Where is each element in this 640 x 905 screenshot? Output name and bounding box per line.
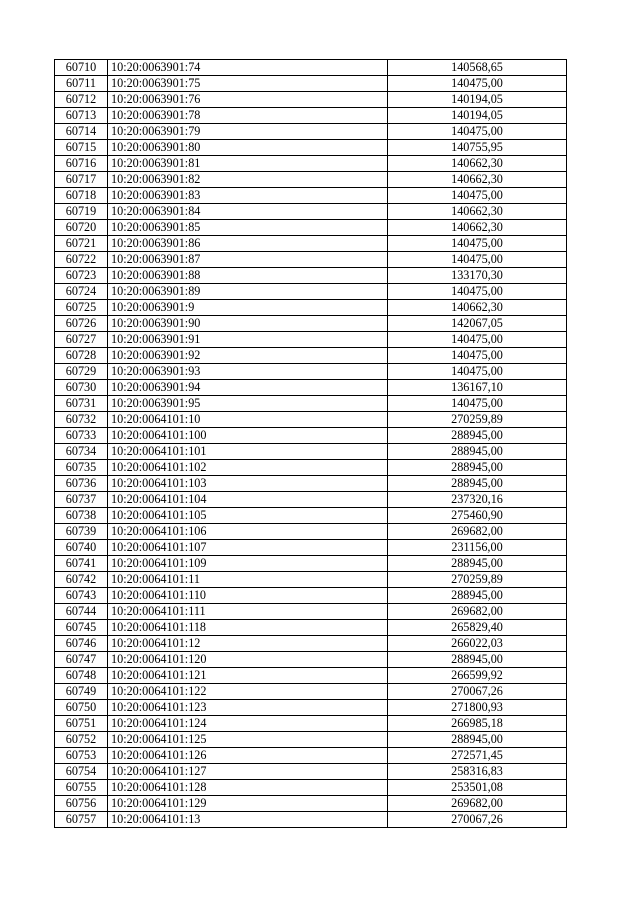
cadastral-number-cell: 10:20:0063901:84: [108, 204, 388, 220]
cadastral-value-cell: 270259,89: [388, 572, 567, 588]
row-number-cell: 60715: [55, 140, 108, 156]
cadastral-number-cell: 10:20:0064101:118: [108, 620, 388, 636]
cadastral-value-cell: 140662,30: [388, 220, 567, 236]
cadastral-number-cell: 10:20:0063901:83: [108, 188, 388, 204]
cadastral-number-cell: 10:20:0064101:102: [108, 460, 388, 476]
cadastral-value-cell: 140475,00: [388, 188, 567, 204]
cadastral-value-cell: 265829,40: [388, 620, 567, 636]
cadastral-value-cell: 140475,00: [388, 76, 567, 92]
table-row: [55, 748, 567, 764]
cadastral-value-cell: 272571,45: [388, 748, 567, 764]
table-row: [55, 140, 567, 156]
cadastral-number-cell: 10:20:0063901:75: [108, 76, 388, 92]
cadastral-number-cell: 10:20:0064101:104: [108, 492, 388, 508]
cadastral-number-cell: 10:20:0064101:124: [108, 716, 388, 732]
cadastral-value-cell: 266985,18: [388, 716, 567, 732]
table-row: [55, 188, 567, 204]
cadastral-number-cell: 10:20:0064101:110: [108, 588, 388, 604]
table-row: [55, 812, 567, 828]
cadastral-number-cell: 10:20:0063901:85: [108, 220, 388, 236]
cadastral-value-cell: 288945,00: [388, 460, 567, 476]
table-row: [55, 284, 567, 300]
table-row: [55, 348, 567, 364]
cadastral-number-cell: 10:20:0064101:129: [108, 796, 388, 812]
cadastral-value-cell: 140475,00: [388, 252, 567, 268]
table-row: [55, 716, 567, 732]
row-number-cell: 60740: [55, 540, 108, 556]
cadastral-value-cell: 269682,00: [388, 524, 567, 540]
table-row: [55, 444, 567, 460]
cadastral-value-cell: 288945,00: [388, 588, 567, 604]
row-number-cell: 60753: [55, 748, 108, 764]
row-number-cell: 60751: [55, 716, 108, 732]
row-number-cell: 60742: [55, 572, 108, 588]
table-row: [55, 620, 567, 636]
cadastral-number-cell: 10:20:0064101:128: [108, 780, 388, 796]
cadastral-number-cell: 10:20:0063901:87: [108, 252, 388, 268]
cadastral-value-cell: 140755,95: [388, 140, 567, 156]
cadastral-number-cell: 10:20:0064101:126: [108, 748, 388, 764]
cadastral-value-cell: 258316,83: [388, 764, 567, 780]
cadastral-value-cell: 266599,92: [388, 668, 567, 684]
row-number-cell: 60745: [55, 620, 108, 636]
cadastral-number-cell: 10:20:0064101:127: [108, 764, 388, 780]
cadastral-value-cell: 140568,65: [388, 60, 567, 76]
cadastral-value-cell: 288945,00: [388, 444, 567, 460]
cadastral-value-cell: 140475,00: [388, 396, 567, 412]
row-number-cell: 60711: [55, 76, 108, 92]
table-row: [55, 732, 567, 748]
row-number-cell: 60744: [55, 604, 108, 620]
cadastral-value-cell: 231156,00: [388, 540, 567, 556]
table-row: [55, 700, 567, 716]
cadastral-value-cell: 288945,00: [388, 652, 567, 668]
cadastral-number-cell: 10:20:0063901:74: [108, 60, 388, 76]
table-row: [55, 540, 567, 556]
row-number-cell: 60737: [55, 492, 108, 508]
row-number-cell: 60730: [55, 380, 108, 396]
row-number-cell: 60739: [55, 524, 108, 540]
row-number-cell: 60720: [55, 220, 108, 236]
cadastral-value-cell: 253501,08: [388, 780, 567, 796]
row-number-cell: 60734: [55, 444, 108, 460]
row-number-cell: 60741: [55, 556, 108, 572]
row-number-cell: 60726: [55, 316, 108, 332]
table-row: [55, 508, 567, 524]
table-row: [55, 364, 567, 380]
table-row: [55, 220, 567, 236]
cadastral-number-cell: 10:20:0064101:13: [108, 812, 388, 828]
cadastral-value-cell: 140662,30: [388, 156, 567, 172]
row-number-cell: 60728: [55, 348, 108, 364]
cadastral-number-cell: 10:20:0064101:12: [108, 636, 388, 652]
table-row: [55, 796, 567, 812]
cadastral-value-cell: 237320,16: [388, 492, 567, 508]
table-row: [55, 76, 567, 92]
table-row: [55, 92, 567, 108]
row-number-cell: 60732: [55, 412, 108, 428]
row-number-cell: 60756: [55, 796, 108, 812]
cadastral-number-cell: 10:20:0063901:92: [108, 348, 388, 364]
cadastral-number-cell: 10:20:0063901:86: [108, 236, 388, 252]
cadastral-value-cell: 288945,00: [388, 732, 567, 748]
table-row: [55, 60, 567, 76]
cadastral-number-cell: 10:20:0064101:103: [108, 476, 388, 492]
table-row: [55, 428, 567, 444]
table-row: [55, 572, 567, 588]
row-number-cell: 60736: [55, 476, 108, 492]
cadastral-value-cell: 275460,90: [388, 508, 567, 524]
row-number-cell: 60724: [55, 284, 108, 300]
cadastral-value-cell: 266022,03: [388, 636, 567, 652]
cadastral-number-cell: 10:20:0063901:88: [108, 268, 388, 284]
row-number-cell: 60721: [55, 236, 108, 252]
table-row: [55, 780, 567, 796]
row-number-cell: 60727: [55, 332, 108, 348]
table-body: [55, 60, 567, 828]
row-number-cell: 60746: [55, 636, 108, 652]
row-number-cell: 60719: [55, 204, 108, 220]
row-number-cell: 60754: [55, 764, 108, 780]
table-row: [55, 476, 567, 492]
cadastral-number-cell: 10:20:0063901:76: [108, 92, 388, 108]
cadastral-number-cell: 10:20:0064101:122: [108, 684, 388, 700]
cadastral-value-cell: 133170,30: [388, 268, 567, 284]
cadastral-value-cell: 140475,00: [388, 364, 567, 380]
cadastral-number-cell: 10:20:0064101:100: [108, 428, 388, 444]
table-row: [55, 268, 567, 284]
cadastral-value-cell: 140662,30: [388, 300, 567, 316]
cadastral-value-cell: 288945,00: [388, 476, 567, 492]
cadastral-value-cell: 270259,89: [388, 412, 567, 428]
cadastral-number-cell: 10:20:0064101:11: [108, 572, 388, 588]
table-row: [55, 396, 567, 412]
row-number-cell: 60722: [55, 252, 108, 268]
cadastral-value-cell: 288945,00: [388, 428, 567, 444]
table-row: [55, 460, 567, 476]
table-row: [55, 172, 567, 188]
cadastral-number-cell: 10:20:0063901:95: [108, 396, 388, 412]
table-row: [55, 316, 567, 332]
row-number-cell: 60738: [55, 508, 108, 524]
table-row: [55, 604, 567, 620]
cadastral-value-cell: 269682,00: [388, 604, 567, 620]
row-number-cell: 60747: [55, 652, 108, 668]
table-row: [55, 156, 567, 172]
cadastral-number-cell: 10:20:0063901:78: [108, 108, 388, 124]
cadastral-number-cell: 10:20:0064101:107: [108, 540, 388, 556]
cadastral-number-cell: 10:20:0064101:109: [108, 556, 388, 572]
cadastral-number-cell: 10:20:0063901:81: [108, 156, 388, 172]
row-number-cell: 60712: [55, 92, 108, 108]
cadastral-number-cell: 10:20:0064101:106: [108, 524, 388, 540]
cadastral-number-cell: 10:20:0063901:9: [108, 300, 388, 316]
row-number-cell: 60710: [55, 60, 108, 76]
cadastral-value-cell: 270067,26: [388, 812, 567, 828]
cadastral-value-cell: 136167,10: [388, 380, 567, 396]
cadastral-number-cell: 10:20:0064101:105: [108, 508, 388, 524]
table-row: [55, 236, 567, 252]
table-row: [55, 556, 567, 572]
row-number-cell: 60714: [55, 124, 108, 140]
table-row: [55, 380, 567, 396]
row-number-cell: 60725: [55, 300, 108, 316]
cadastral-number-cell: 10:20:0063901:89: [108, 284, 388, 300]
cadastral-value-cell: 271800,93: [388, 700, 567, 716]
cadastral-value-cell: 142067,05: [388, 316, 567, 332]
row-number-cell: 60731: [55, 396, 108, 412]
cadastral-value-cell: 140194,05: [388, 108, 567, 124]
row-number-cell: 60748: [55, 668, 108, 684]
row-number-cell: 60729: [55, 364, 108, 380]
cadastral-number-cell: 10:20:0063901:94: [108, 380, 388, 396]
cadastral-value-cell: 288945,00: [388, 556, 567, 572]
cadastral-value-cell: 140194,05: [388, 92, 567, 108]
cadastral-value-cell: 140662,30: [388, 172, 567, 188]
table-row: [55, 492, 567, 508]
table-row: [55, 124, 567, 140]
row-number-cell: 60735: [55, 460, 108, 476]
table-row: [55, 668, 567, 684]
cadastral-number-cell: 10:20:0063901:80: [108, 140, 388, 156]
cadastral-value-table: [54, 59, 567, 828]
row-number-cell: 60718: [55, 188, 108, 204]
table-row: [55, 412, 567, 428]
cadastral-number-cell: 10:20:0064101:10: [108, 412, 388, 428]
table-row: [55, 652, 567, 668]
cadastral-value-cell: 140475,00: [388, 332, 567, 348]
table-row: [55, 300, 567, 316]
row-number-cell: 60717: [55, 172, 108, 188]
cadastral-number-cell: 10:20:0064101:121: [108, 668, 388, 684]
cadastral-number-cell: 10:20:0064101:123: [108, 700, 388, 716]
table-row: [55, 684, 567, 700]
cadastral-number-cell: 10:20:0063901:82: [108, 172, 388, 188]
table-row: [55, 636, 567, 652]
cadastral-number-cell: 10:20:0064101:120: [108, 652, 388, 668]
table-row: [55, 764, 567, 780]
cadastral-value-cell: 140475,00: [388, 284, 567, 300]
row-number-cell: 60750: [55, 700, 108, 716]
cadastral-number-cell: 10:20:0063901:93: [108, 364, 388, 380]
table-row: [55, 252, 567, 268]
row-number-cell: 60723: [55, 268, 108, 284]
row-number-cell: 60757: [55, 812, 108, 828]
row-number-cell: 60716: [55, 156, 108, 172]
cadastral-value-cell: 140475,00: [388, 124, 567, 140]
cadastral-value-cell: 140475,00: [388, 348, 567, 364]
row-number-cell: 60755: [55, 780, 108, 796]
cadastral-value-cell: 140475,00: [388, 236, 567, 252]
table-row: [55, 108, 567, 124]
row-number-cell: 60733: [55, 428, 108, 444]
row-number-cell: 60713: [55, 108, 108, 124]
cadastral-value-sheet: [54, 59, 566, 828]
cadastral-number-cell: 10:20:0064101:125: [108, 732, 388, 748]
cadastral-number-cell: 10:20:0063901:79: [108, 124, 388, 140]
cadastral-value-cell: 270067,26: [388, 684, 567, 700]
cadastral-value-cell: 140662,30: [388, 204, 567, 220]
cadastral-number-cell: 10:20:0064101:111: [108, 604, 388, 620]
cadastral-number-cell: 10:20:0064101:101: [108, 444, 388, 460]
table-row: [55, 588, 567, 604]
table-row: [55, 204, 567, 220]
row-number-cell: 60743: [55, 588, 108, 604]
table-row: [55, 524, 567, 540]
table-row: [55, 332, 567, 348]
cadastral-number-cell: 10:20:0063901:91: [108, 332, 388, 348]
cadastral-number-cell: 10:20:0063901:90: [108, 316, 388, 332]
cadastral-value-cell: 269682,00: [388, 796, 567, 812]
row-number-cell: 60749: [55, 684, 108, 700]
row-number-cell: 60752: [55, 732, 108, 748]
